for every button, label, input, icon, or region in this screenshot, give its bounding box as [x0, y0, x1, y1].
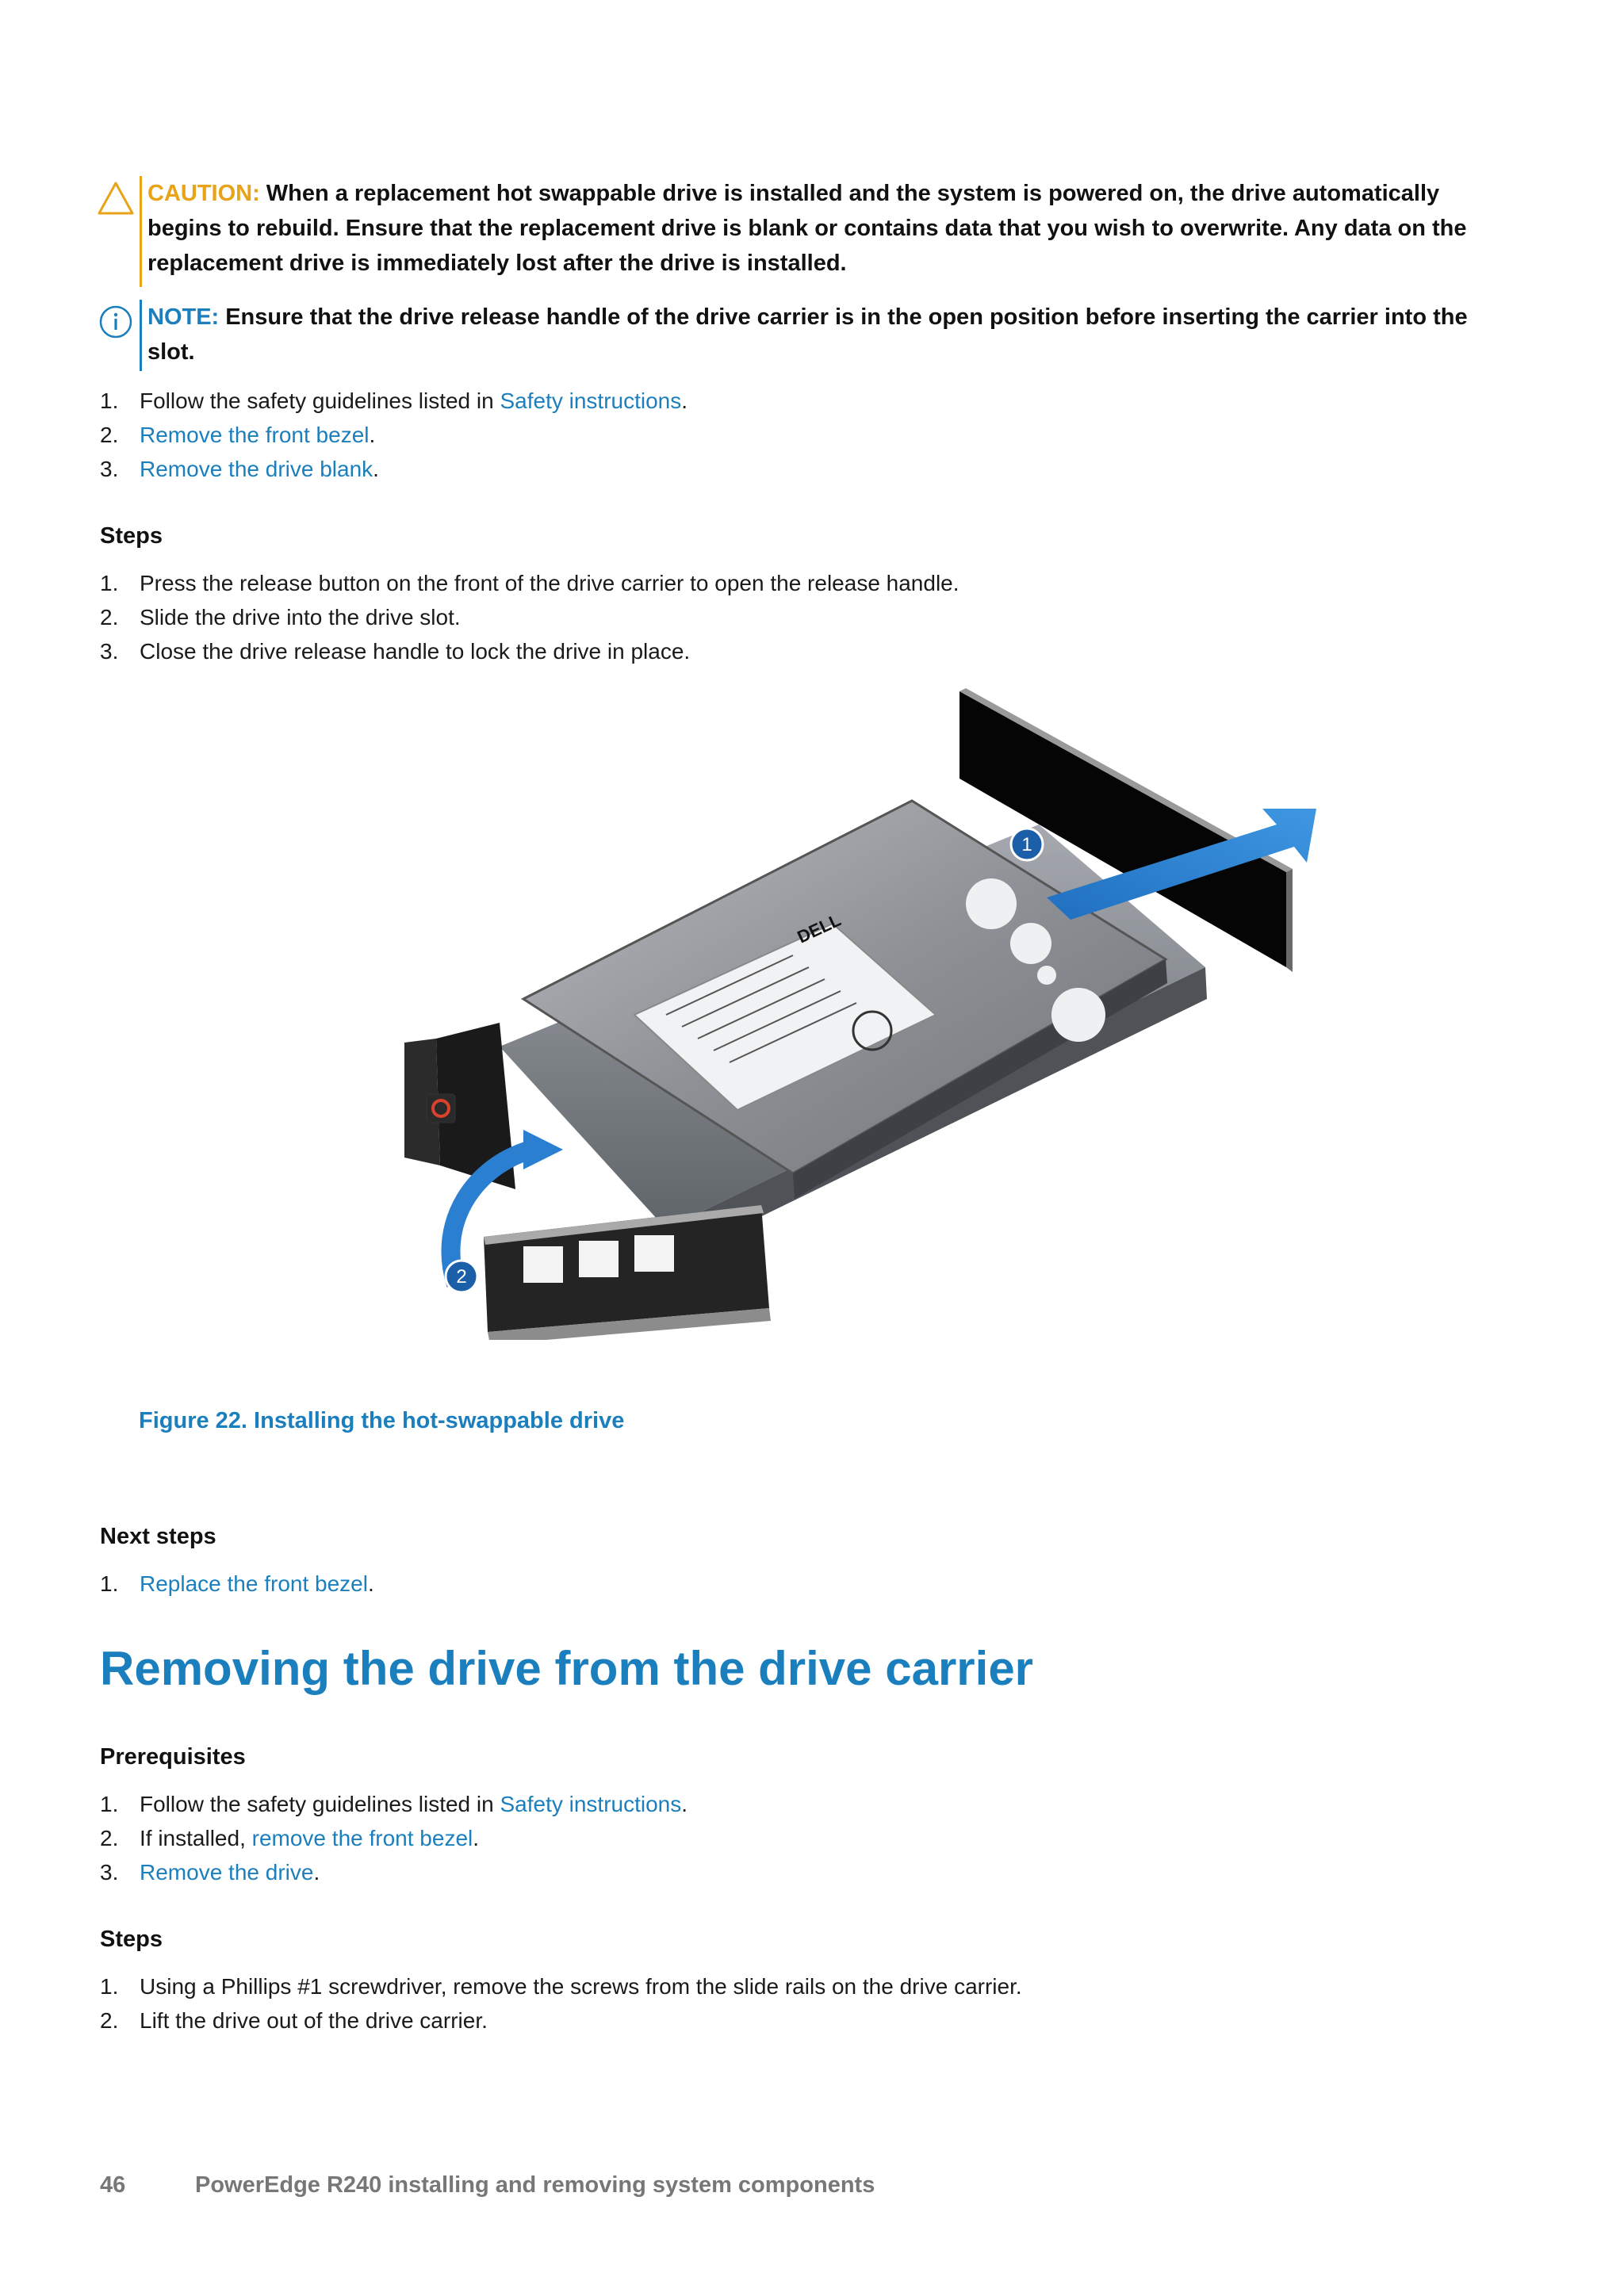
prerequisites-heading: Prerequisites [100, 1744, 246, 1770]
steps2-heading: Steps [100, 1927, 163, 1952]
warning-triangle-icon [97, 179, 135, 217]
figure-caption: Figure 22. Installing the hot-swappable drive [139, 1408, 625, 1433]
note-label: NOTE: [147, 304, 220, 330]
section-title: Removing the drive from the drive carrier [100, 1642, 1034, 1695]
list-item: 1. Follow the safety guidelines listed in Safety instructions. [100, 1792, 688, 1816]
next-steps-heading: Next steps [100, 1524, 216, 1549]
list-item: 3. Remove the drive blank. [100, 457, 379, 481]
note-block [97, 300, 1508, 371]
list-item: 1. Press the release button on the front of the drive carrier to open the release handle. [100, 571, 959, 595]
safety-instructions-link[interactable]: Safety instructions [500, 388, 682, 413]
dell-logo: DELL [794, 909, 845, 947]
list-item: 2. Lift the drive out of the drive carrier. [100, 2008, 488, 2033]
list-item: 3. Close the drive release handle to lock the drive in place. [100, 639, 691, 664]
next-steps-list [100, 1567, 374, 1601]
steps-heading: Steps [100, 523, 163, 549]
info-icon [97, 303, 135, 341]
list-item: 1. Follow the safety guidelines listed in Safety instructions. [100, 388, 688, 413]
list-item: 2. Remove the front bezel. [100, 423, 376, 447]
safety-instructions-link[interactable]: Safety instructions [500, 1792, 682, 1816]
callout-1-label: 1 [1021, 834, 1032, 855]
remove-drive-blank-link[interactable]: Remove the drive blank [140, 457, 373, 481]
remove-drive-link[interactable]: Remove the drive [140, 1860, 314, 1885]
note-bar [140, 300, 142, 371]
drive-illustration [285, 682, 1316, 1340]
list-item: 1. Replace the front bezel. [100, 1571, 374, 1596]
note-text: Ensure that the drive release handle of the drive carrier is in the open position before inserting the carrier into the slot. [147, 304, 1468, 365]
caution-label: CAUTION: [147, 181, 260, 206]
remove-front-bezel-link[interactable]: Remove the front bezel [140, 423, 370, 447]
replace-front-bezel-link[interactable]: Replace the front bezel [140, 1571, 368, 1596]
steps-list [100, 566, 959, 668]
list-item: 2. If installed, remove the front bezel. [100, 1826, 480, 1850]
footer-title: PowerEdge R240 installing and removing system components [195, 2172, 875, 2198]
caution-block [97, 176, 1508, 287]
page-number: 46 [100, 2172, 126, 2198]
callout-2-label: 2 [456, 1266, 467, 1288]
list-item: 3. Remove the drive. [100, 1860, 320, 1885]
list-item: 1. Using a Phillips #1 screwdriver, remove the screws from the slide rails on the drive carrier. [100, 1974, 1022, 1999]
prerequisites-list [100, 1787, 688, 1889]
list-item: 2. Slide the drive into the drive slot. [100, 605, 461, 629]
caution-text: When a replacement hot swappable drive is installed and the system is powered on, the drive automatically begins to rebuild. Ensure that the replacement drive is blank or contains data that you wish to overwrite. Any data on the replacement drive is immediately lost after the drive is installed. [147, 181, 1467, 276]
prereq-list [100, 384, 688, 486]
caution-bar [140, 176, 142, 287]
steps2-list [100, 1969, 1022, 2038]
remove-front-bezel-link[interactable]: remove the front bezel [251, 1826, 473, 1850]
